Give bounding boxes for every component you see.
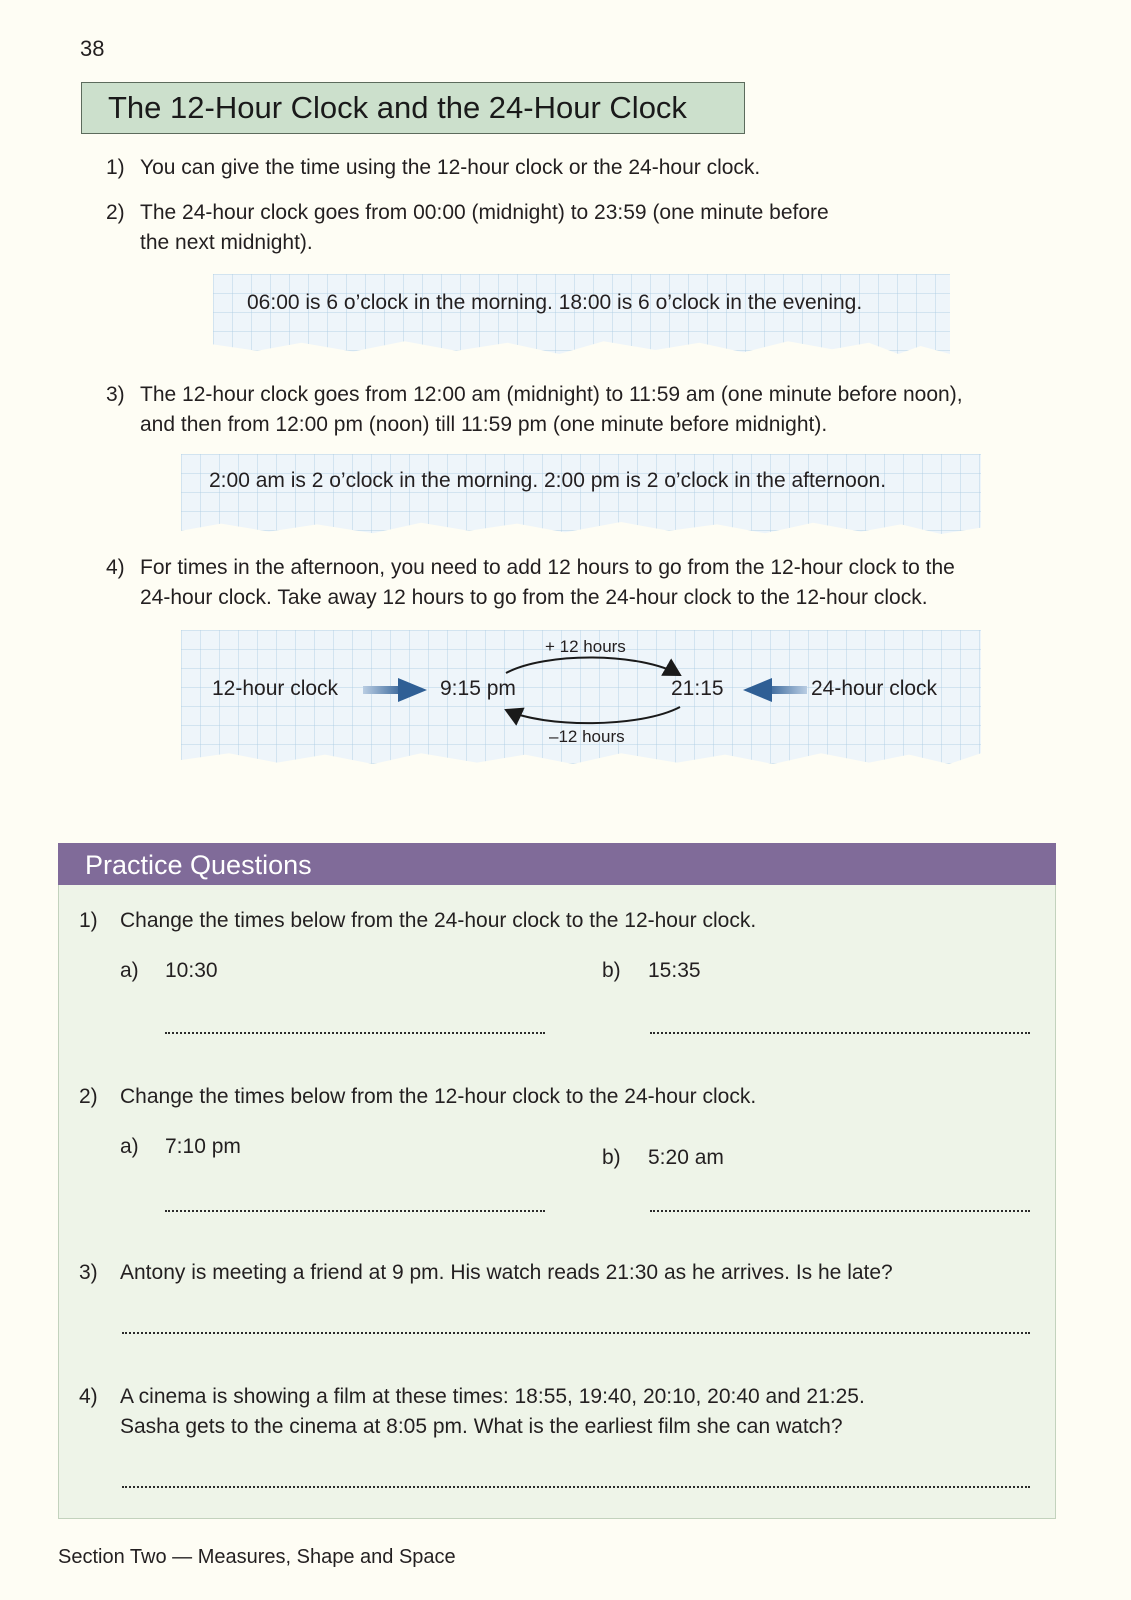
part-value: 5:20 am bbox=[648, 1146, 724, 1169]
question-text: Antony is meeting a friend at 9 pm. His watch reads 21:30 as he arrives. Is he late? bbox=[120, 1261, 893, 1284]
question-number: 1) bbox=[79, 909, 98, 932]
point-number: 2) bbox=[106, 201, 125, 224]
conversion-left-label: 12-hour clock bbox=[212, 677, 339, 700]
point-number: 4) bbox=[106, 556, 125, 579]
answer-line[interactable] bbox=[650, 1032, 1030, 1034]
example-24h-text: 06:00 is 6 o’clock in the morning. 18:00 is 6 o’clock in the evening. bbox=[247, 291, 863, 314]
point-number: 3) bbox=[106, 383, 125, 406]
practice-header: Practice Questions bbox=[58, 843, 1056, 885]
conversion-time-24h: 21:15 bbox=[671, 677, 724, 700]
conversion-time-12h: 9:15 pm bbox=[440, 677, 516, 700]
minus-arc bbox=[506, 707, 680, 723]
point-text: The 12-hour clock goes from 12:00 am (midnight) to 11:59 am (one minute before noon), bbox=[140, 383, 963, 406]
question-text: A cinema is showing a film at these times: 18:55, 19:40, 20:10, 20:40 and 21:25. bbox=[120, 1385, 865, 1408]
example-12h-text: 2:00 am is 2 o’clock in the morning. 2:00 pm is 2 o’clock in the afternoon. bbox=[209, 469, 887, 492]
answer-line[interactable] bbox=[122, 1332, 1030, 1334]
point-number: 1) bbox=[106, 156, 125, 179]
point-text: 24-hour clock. Take away 12 hours to go from the 24-hour clock to the 12-hour clock. bbox=[140, 586, 928, 609]
page-number: 38 bbox=[80, 36, 105, 61]
question-text: Sasha gets to the cinema at 8:05 pm. What is the earliest film she can watch? bbox=[120, 1415, 843, 1438]
point-text: the next midnight). bbox=[140, 231, 313, 254]
question-number: 4) bbox=[79, 1385, 98, 1408]
left-arrow-icon bbox=[743, 678, 807, 702]
question-number: 3) bbox=[79, 1261, 98, 1284]
part-label: a) bbox=[120, 1135, 139, 1158]
part-value: 7:10 pm bbox=[165, 1135, 241, 1158]
question-text: Change the times below from the 12-hour clock to the 24-hour clock. bbox=[120, 1085, 757, 1108]
right-arrow-icon bbox=[363, 678, 427, 702]
part-label: a) bbox=[120, 959, 139, 982]
answer-line[interactable] bbox=[122, 1486, 1030, 1488]
conversion-plus-label: + 12 hours bbox=[545, 637, 626, 656]
conversion-right-label: 24-hour clock bbox=[811, 677, 938, 700]
section-footer: Section Two — Measures, Shape and Space bbox=[58, 1546, 456, 1568]
plus-arc bbox=[506, 657, 680, 675]
point-text: and then from 12:00 pm (noon) till 11:59 pm (one minute before midnight). bbox=[140, 413, 828, 436]
part-label: b) bbox=[602, 1146, 621, 1169]
point-text: The 24-hour clock goes from 00:00 (midnight) to 23:59 (one minute before bbox=[140, 201, 829, 224]
point-text: You can give the time using the 12-hour clock or the 24-hour clock. bbox=[140, 156, 761, 179]
conversion-minus-label: –12 hours bbox=[549, 727, 625, 746]
page-title: The 12-Hour Clock and the 24-Hour Clock bbox=[81, 82, 745, 134]
point-text: For times in the afternoon, you need to add 12 hours to go from the 12-hour clock to the bbox=[140, 556, 955, 579]
part-label: b) bbox=[602, 959, 621, 982]
answer-line[interactable] bbox=[165, 1210, 545, 1212]
answer-line[interactable] bbox=[165, 1032, 545, 1034]
part-value: 15:35 bbox=[648, 959, 701, 982]
question-number: 2) bbox=[79, 1085, 98, 1108]
part-value: 10:30 bbox=[165, 959, 218, 982]
answer-line[interactable] bbox=[650, 1210, 1030, 1212]
question-text: Change the times below from the 24-hour clock to the 12-hour clock. bbox=[120, 909, 757, 932]
